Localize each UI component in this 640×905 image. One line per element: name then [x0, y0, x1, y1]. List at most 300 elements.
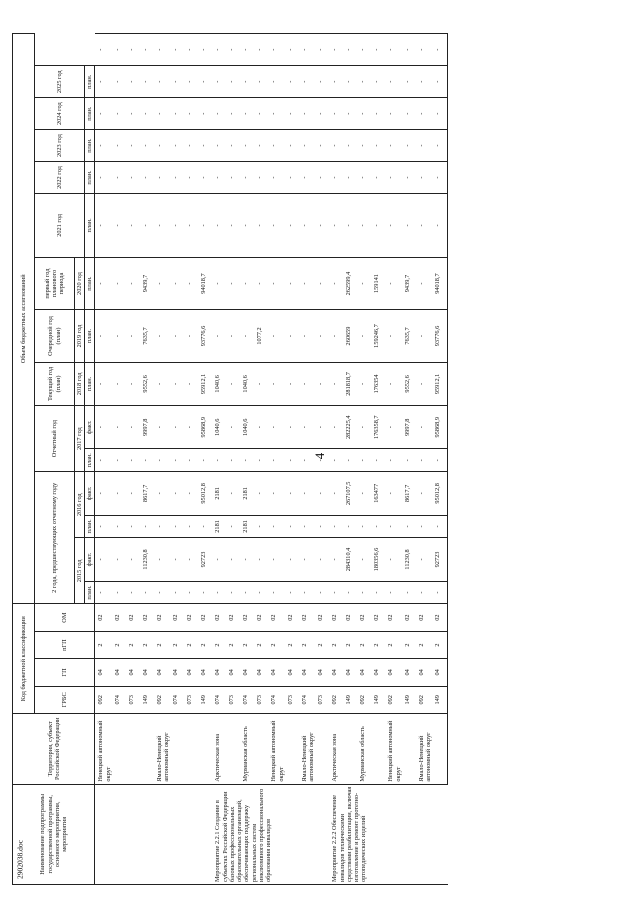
value-cell: - — [199, 66, 213, 98]
om-cell: 02 — [417, 604, 433, 631]
value-cell: - — [185, 310, 199, 362]
value-cell: - — [386, 98, 402, 130]
grbs-cell: 073 — [286, 686, 300, 713]
value-cell: - — [199, 193, 213, 257]
value-cell: - — [386, 310, 402, 362]
header-budget-code: Код бюджетной классификации — [13, 604, 35, 714]
footer-filename: 2902038.doc — [15, 840, 25, 879]
table-row — [433, 34, 448, 885]
value-cell: - — [227, 130, 241, 162]
territory-cell: Арктическая зона — [330, 713, 344, 784]
value-cell: - — [227, 515, 241, 538]
value-cell: - — [95, 362, 113, 405]
table-row — [213, 34, 227, 885]
value-cell: - — [358, 472, 372, 515]
value-cell: - — [155, 34, 171, 66]
value-cell: - — [255, 66, 269, 98]
value-cell: - — [127, 257, 141, 309]
value-cell: 9552,6 — [403, 362, 417, 405]
value-cell: - — [255, 193, 269, 257]
value-cell: - — [155, 98, 171, 130]
territory-cell: Ненецкий автономный округ — [95, 713, 113, 784]
value-cell: - — [185, 449, 199, 472]
value-cell: - — [127, 130, 141, 162]
value-cell: - — [241, 130, 255, 162]
value-cell: 95012,8 — [433, 472, 448, 515]
pgp-cell: 2 — [255, 631, 269, 658]
value-cell: - — [113, 362, 127, 405]
value-cell: - — [300, 362, 316, 405]
value-cell: - — [127, 193, 141, 257]
om-cell: 02 — [127, 604, 141, 631]
pgp-cell: 2 — [127, 631, 141, 658]
om-cell: 02 — [358, 604, 372, 631]
gp-cell: 04 — [171, 659, 185, 686]
value-cell: - — [227, 449, 241, 472]
gp-cell: 04 — [113, 659, 127, 686]
header-2016: 2016 год — [75, 472, 85, 538]
value-cell: 1040,6 — [213, 362, 227, 405]
grbs-cell: 074 — [213, 686, 227, 713]
value-cell: - — [286, 581, 300, 604]
value-cell: - — [127, 362, 141, 405]
value-cell: - — [358, 581, 372, 604]
value-cell: - — [255, 362, 269, 405]
value-cell: - — [95, 130, 113, 162]
value-cell: - — [286, 66, 300, 98]
value-cell: - — [330, 581, 344, 604]
value-cell: - — [95, 310, 113, 362]
value-cell: - — [417, 515, 433, 538]
gp-cell: 04 — [433, 659, 448, 686]
territory-cell — [286, 713, 300, 784]
value-cell: - — [300, 449, 316, 472]
om-cell: 02 — [113, 604, 127, 631]
value-cell: - — [127, 472, 141, 515]
value-cell: - — [358, 66, 372, 98]
value-cell: - — [127, 538, 141, 581]
header-first-plan-year: первый год планового периода — [35, 257, 75, 309]
value-cell: - — [213, 538, 227, 581]
gp-cell: 04 — [344, 659, 358, 686]
value-cell: - — [185, 538, 199, 581]
value-cell: - — [417, 257, 433, 309]
value-cell: - — [358, 449, 372, 472]
value-cell: - — [403, 581, 417, 604]
value-cell: 92723 — [199, 538, 213, 581]
value-cell: - — [417, 193, 433, 257]
territory-cell — [255, 713, 269, 784]
table-row — [300, 34, 316, 885]
value-cell: - — [171, 406, 185, 449]
value-cell: - — [269, 406, 285, 449]
gp-cell: 04 — [300, 659, 316, 686]
value-cell: - — [386, 449, 402, 472]
value-cell: - — [417, 362, 433, 405]
value-cell: 93776,6 — [199, 310, 213, 362]
value-cell: - — [185, 515, 199, 538]
value-cell: - — [127, 515, 141, 538]
page-number: 4 — [312, 452, 327, 460]
value-cell: - — [113, 193, 127, 257]
value-cell: - — [241, 98, 255, 130]
pgp-cell: 2 — [403, 631, 417, 658]
value-cell: - — [155, 362, 171, 405]
value-cell: - — [358, 130, 372, 162]
value-cell: 1040,6 — [241, 406, 255, 449]
value-cell: - — [433, 66, 448, 98]
om-cell: 02 — [141, 604, 155, 631]
value-cell: - — [417, 162, 433, 194]
value-cell: - — [227, 34, 241, 66]
value-cell: - — [95, 449, 113, 472]
header-2017: 2017 год — [75, 406, 85, 472]
value-cell: - — [300, 538, 316, 581]
header-plan: план. — [85, 581, 95, 604]
value-cell: - — [185, 66, 199, 98]
gp-cell: 04 — [386, 659, 402, 686]
value-cell: 282225,4 — [344, 406, 358, 449]
territory-cell: Ямало-Ненецкий автономный округ — [417, 713, 433, 784]
value-cell: - — [344, 34, 358, 66]
value-cell: - — [386, 538, 402, 581]
value-cell: - — [227, 538, 241, 581]
om-cell: 02 — [316, 604, 330, 631]
value-cell: - — [171, 98, 185, 130]
territory-cell: Арктическая зона — [213, 713, 227, 784]
value-cell: - — [241, 34, 255, 66]
value-cell: - — [269, 130, 285, 162]
value-cell: - — [300, 257, 316, 309]
om-cell: 02 — [213, 604, 227, 631]
value-cell: - — [155, 538, 171, 581]
territory-cell: Ненецкий автономный округ — [269, 713, 285, 784]
pgp-cell: 2 — [227, 631, 241, 658]
value-cell: - — [330, 257, 344, 309]
table-row — [386, 34, 402, 885]
value-cell: - — [95, 515, 113, 538]
header-report-year: Отчетный год — [35, 406, 75, 472]
value-cell: - — [241, 538, 255, 581]
value-cell: - — [227, 310, 241, 362]
value-cell: - — [171, 538, 185, 581]
value-cell: - — [113, 130, 127, 162]
value-cell: - — [113, 257, 127, 309]
value-cell: 2181 — [241, 472, 255, 515]
value-cell: - — [213, 449, 227, 472]
value-cell: - — [286, 515, 300, 538]
value-cell: - — [95, 162, 113, 194]
value-cell: 95868,9 — [199, 406, 213, 449]
value-cell: - — [286, 362, 300, 405]
value-cell: - — [316, 162, 330, 194]
value-cell: - — [141, 130, 155, 162]
territory-cell — [403, 713, 417, 784]
value-cell: 8617,7 — [141, 472, 155, 515]
value-cell: - — [141, 162, 155, 194]
om-cell: 02 — [386, 604, 402, 631]
value-cell: - — [386, 472, 402, 515]
table-row — [227, 34, 241, 885]
table-row — [358, 34, 372, 885]
value-cell: - — [241, 449, 255, 472]
value-cell: - — [330, 406, 344, 449]
grbs-cell: 073 — [185, 686, 199, 713]
value-cell: - — [171, 362, 185, 405]
value-cell: - — [417, 34, 433, 66]
value-cell: - — [403, 66, 417, 98]
value-cell: - — [269, 538, 285, 581]
value-cell: - — [141, 34, 155, 66]
value-cell: - — [185, 472, 199, 515]
value-cell: - — [255, 130, 269, 162]
value-cell: - — [330, 472, 344, 515]
value-cell: - — [241, 581, 255, 604]
value-cell: - — [171, 66, 185, 98]
header-plan: план. — [85, 98, 95, 130]
value-cell: - — [199, 515, 213, 538]
value-cell: - — [127, 34, 141, 66]
value-cell: - — [358, 193, 372, 257]
pgp-cell: 2 — [433, 631, 448, 658]
header-2022: 2022 год — [35, 162, 85, 194]
grbs-cell: 092 — [358, 686, 372, 713]
value-cell: - — [141, 66, 155, 98]
value-cell: 95868,9 — [433, 406, 448, 449]
value-cell: - — [185, 406, 199, 449]
value-cell: - — [433, 515, 448, 538]
value-cell: 9439,7 — [141, 257, 155, 309]
table-row — [330, 34, 344, 885]
value-cell: - — [269, 98, 285, 130]
value-cell: - — [372, 193, 386, 257]
header-plan: план. — [85, 66, 95, 98]
value-cell: - — [386, 257, 402, 309]
header-2019: 2019 год — [75, 310, 85, 362]
value-cell: - — [141, 581, 155, 604]
pgp-cell: 2 — [316, 631, 330, 658]
value-cell: 1077,2 — [255, 310, 269, 362]
value-cell: - — [227, 193, 241, 257]
measure-name-cell — [95, 784, 213, 884]
gp-cell: 04 — [155, 659, 171, 686]
value-cell: - — [199, 449, 213, 472]
gp-cell: 04 — [185, 659, 199, 686]
value-cell: 159246,7 — [372, 310, 386, 362]
territory-cell — [199, 713, 213, 784]
value-cell: 2181 — [213, 472, 227, 515]
value-cell: - — [286, 193, 300, 257]
value-cell: 159141 — [372, 257, 386, 309]
value-cell: - — [330, 193, 344, 257]
value-cell: - — [171, 34, 185, 66]
value-cell: - — [113, 538, 127, 581]
value-cell: - — [372, 66, 386, 98]
value-cell: - — [127, 162, 141, 194]
value-cell: - — [171, 162, 185, 194]
header-2021: 2021 год — [35, 193, 85, 257]
value-cell: - — [113, 515, 127, 538]
value-cell: 95912,1 — [433, 362, 448, 405]
value-cell: - — [95, 581, 113, 604]
value-cell: - — [269, 449, 285, 472]
value-cell: - — [417, 406, 433, 449]
header-plan: план. — [85, 310, 95, 362]
gp-cell: 04 — [199, 659, 213, 686]
value-cell: - — [403, 515, 417, 538]
grbs-cell: 092 — [155, 686, 171, 713]
grbs-cell: 149 — [372, 686, 386, 713]
value-cell: 284310,4 — [344, 538, 358, 581]
gp-cell: 04 — [95, 659, 113, 686]
header-name: Наименование подпрограммы государственной программы, основного мероприятия, мероприятия — [13, 784, 95, 884]
value-cell: - — [155, 515, 171, 538]
value-cell: - — [300, 515, 316, 538]
value-cell: - — [113, 66, 127, 98]
value-cell: - — [185, 98, 199, 130]
gp-cell: 04 — [255, 659, 269, 686]
value-cell: - — [386, 130, 402, 162]
value-cell: - — [141, 98, 155, 130]
pgp-cell: 2 — [199, 631, 213, 658]
value-cell: - — [155, 310, 171, 362]
value-cell: - — [155, 162, 171, 194]
grbs-cell: 092 — [95, 686, 113, 713]
header-2015: 2015 год — [75, 538, 85, 604]
value-cell: - — [227, 98, 241, 130]
gp-cell: 04 — [330, 659, 344, 686]
value-cell: - — [127, 98, 141, 130]
pgp-cell: 2 — [241, 631, 255, 658]
grbs-cell: 092 — [330, 686, 344, 713]
value-cell: - — [403, 34, 417, 66]
gp-cell: 04 — [241, 659, 255, 686]
om-cell: 02 — [227, 604, 241, 631]
value-cell: - — [433, 34, 448, 66]
measure-name-cell: Мероприятие 2.2.2 Обеспечение инвалидов техническими средствами реабилитации, включая изготовление и ремонт протезно-ортопедических изделий — [330, 784, 447, 884]
om-cell: 02 — [372, 604, 386, 631]
value-cell: - — [113, 310, 127, 362]
value-cell: - — [286, 98, 300, 130]
header-plan: план. — [85, 162, 95, 194]
value-cell: - — [155, 406, 171, 449]
pgp-cell: 2 — [300, 631, 316, 658]
value-cell: - — [344, 193, 358, 257]
pgp-cell: 2 — [185, 631, 199, 658]
value-cell: - — [155, 193, 171, 257]
header-2025: 2025 год — [35, 66, 85, 98]
gp-cell: 04 — [316, 659, 330, 686]
value-cell: - — [316, 362, 330, 405]
header-grbs: ГРБС — [35, 686, 95, 713]
value-cell: - — [300, 581, 316, 604]
pgp-cell: 2 — [417, 631, 433, 658]
territory-cell — [344, 713, 358, 784]
value-cell: - — [358, 162, 372, 194]
value-cell: 281818,7 — [344, 362, 358, 405]
header-plan: план. — [85, 193, 95, 257]
header-2024: 2024 год — [35, 98, 85, 130]
value-cell: - — [330, 538, 344, 581]
territory-cell — [372, 713, 386, 784]
header-2023: 2023 год — [35, 130, 85, 162]
value-cell: - — [286, 449, 300, 472]
value-cell: - — [269, 66, 285, 98]
om-cell: 02 — [433, 604, 448, 631]
grbs-cell: 074 — [300, 686, 316, 713]
grbs-cell: 074 — [171, 686, 185, 713]
table-row — [141, 34, 155, 885]
value-cell: - — [316, 34, 330, 66]
om-cell: 02 — [95, 604, 113, 631]
value-cell: - — [372, 581, 386, 604]
value-cell: - — [227, 472, 241, 515]
grbs-cell: 074 — [241, 686, 255, 713]
pgp-cell: 2 — [344, 631, 358, 658]
value-cell: 95012,8 — [199, 472, 213, 515]
value-cell: - — [344, 66, 358, 98]
value-cell: - — [241, 257, 255, 309]
value-cell: - — [330, 66, 344, 98]
table-row — [113, 34, 127, 885]
gp-cell: 04 — [286, 659, 300, 686]
header-fact: факт. — [85, 538, 95, 581]
value-cell: - — [300, 472, 316, 515]
value-cell: - — [300, 34, 316, 66]
header-plan: план. — [85, 257, 95, 309]
value-cell: - — [386, 162, 402, 194]
value-cell: - — [241, 66, 255, 98]
value-cell: - — [155, 449, 171, 472]
header-plan: план. — [85, 362, 95, 405]
value-cell: - — [185, 257, 199, 309]
value-cell: - — [403, 98, 417, 130]
value-cell: 9552,6 — [141, 362, 155, 405]
value-cell: - — [403, 130, 417, 162]
value-cell: - — [213, 193, 227, 257]
value-cell: - — [255, 449, 269, 472]
value-cell: - — [344, 130, 358, 162]
value-cell: - — [95, 472, 113, 515]
value-cell: - — [417, 310, 433, 362]
value-cell: 93776,6 — [433, 310, 448, 362]
territory-cell: Мурманская область — [358, 713, 372, 784]
value-cell: - — [300, 193, 316, 257]
value-cell: 11230,8 — [141, 538, 155, 581]
value-cell: - — [358, 310, 372, 362]
header-gp: ГП — [35, 659, 95, 686]
value-cell: - — [286, 34, 300, 66]
value-cell: - — [95, 406, 113, 449]
header-2020: 2020 год — [75, 257, 85, 309]
value-cell: - — [199, 162, 213, 194]
value-cell: - — [227, 406, 241, 449]
pgp-cell: 2 — [358, 631, 372, 658]
value-cell: - — [199, 98, 213, 130]
table-row — [185, 34, 199, 885]
value-cell: - — [227, 162, 241, 194]
territory-cell — [113, 713, 127, 784]
value-cell: - — [316, 310, 330, 362]
value-cell: - — [171, 257, 185, 309]
value-cell: - — [269, 362, 285, 405]
header-current-year: Текущий год (план) — [35, 362, 75, 405]
value-cell: - — [185, 362, 199, 405]
grbs-cell: 073 — [316, 686, 330, 713]
value-cell: - — [286, 257, 300, 309]
om-cell: 02 — [241, 604, 255, 631]
table-row — [155, 34, 171, 885]
